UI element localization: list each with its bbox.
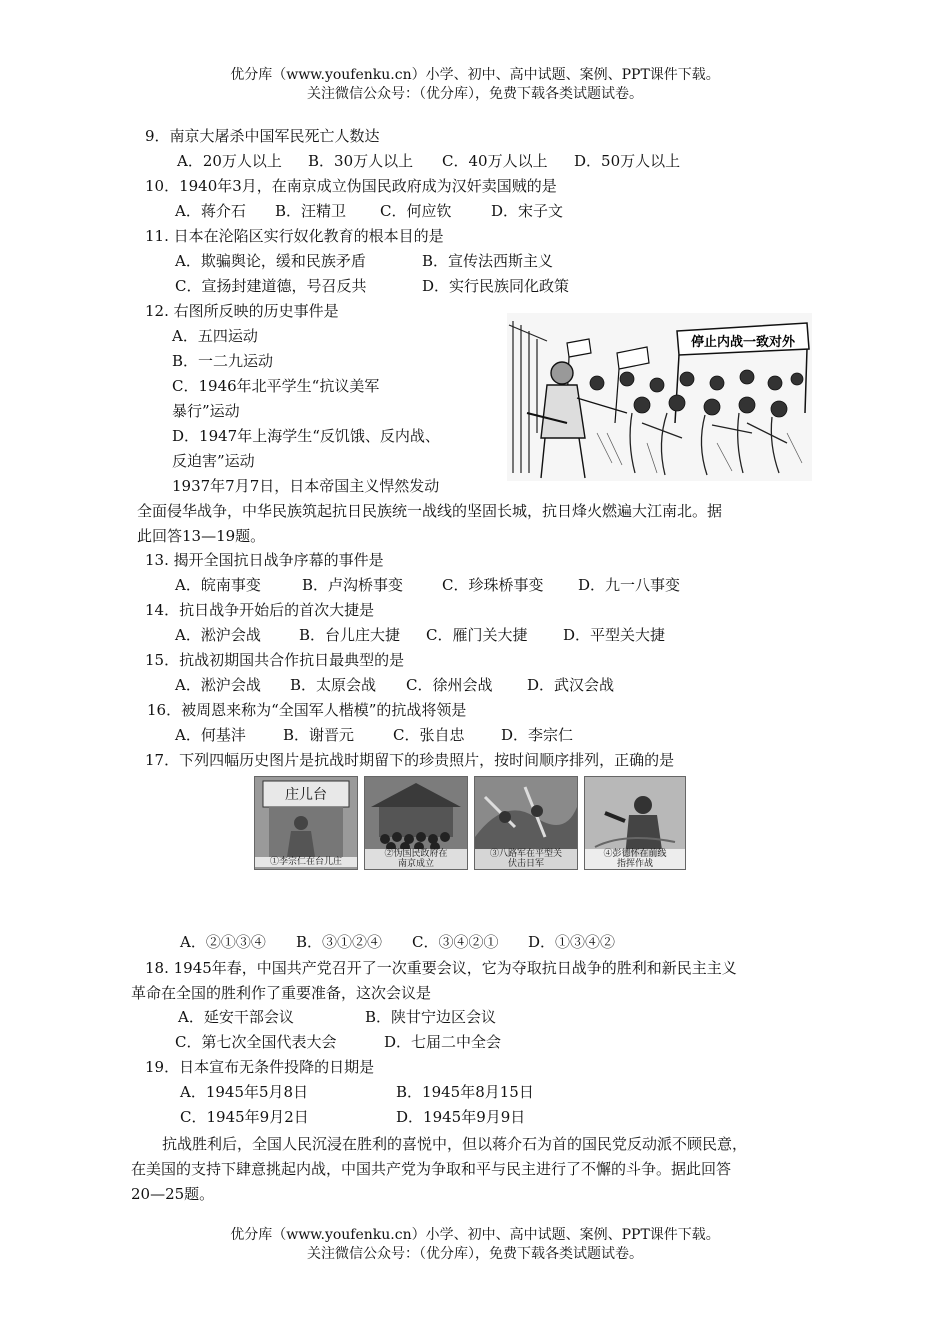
- q18-option-c: C．第七次全国代表大会: [175, 1033, 337, 1051]
- q10-option-d: D．宋子文: [491, 202, 564, 220]
- q11-option-c: C．宣扬封建道德，号召反共: [175, 277, 367, 295]
- header-line-2: 关注微信公众号：（优分库），免费下载各类试题试卷。: [307, 86, 643, 102]
- footer-line-1: 优分库（www.youfenku.cn）小学、初中、高中试题、案例、PPT课件下载。: [230, 1227, 720, 1243]
- q11-option-d: D．实行民族同化政策: [422, 277, 570, 295]
- photo-2: [364, 776, 468, 870]
- q18-stem-line2: 革命在全国的胜利作了重要准备，这次会议是: [131, 984, 432, 1002]
- photo-2-caption-line2: 南京成立: [397, 859, 434, 869]
- footer-line-2: 关注微信公众号：（优分库），免费下载各类试题试卷。: [307, 1246, 643, 1262]
- q17-option-b: B．③①②④: [296, 933, 383, 951]
- q9-option-c: C．40万人以上: [442, 152, 548, 170]
- q12-option-d-line1: D．1947年上海学生“反饥饿、反内战、: [172, 427, 440, 445]
- q9-stem: 9．南京大屠杀中国军民死亡人数达: [145, 127, 380, 145]
- q12-stem: 12. 右图所反映的历史事件是: [145, 302, 339, 320]
- photo-4-caption-line1: ④彭德怀在前线: [603, 849, 667, 859]
- q19-option-d: D．1945年9月9日: [396, 1108, 526, 1126]
- q19-option-b: B．1945年8月15日: [396, 1083, 534, 1101]
- photo-1-sign-text: 庄儿台: [285, 787, 327, 803]
- photo-1-caption: ①李宗仁在台儿庄: [255, 857, 357, 867]
- banner-text: 停止内战一致对外: [690, 335, 796, 350]
- q14-option-b: B．台儿庄大捷: [299, 626, 401, 644]
- q15-option-d: D．武汉会战: [527, 676, 615, 694]
- q16-option-b: B．谢晋元: [283, 726, 355, 744]
- q13-option-a: A．皖南事变: [175, 576, 261, 594]
- q15-option-a: A．淞沪会战: [175, 676, 261, 694]
- photo-2-caption: [365, 849, 467, 869]
- photo-3-caption-line1: ③八路军在平型关: [489, 849, 562, 859]
- q19-option-a: A．1945年5月8日: [180, 1083, 309, 1101]
- q14-option-a: A．淞沪会战: [175, 626, 261, 644]
- q14-stem: 14．抗日战争开始后的首次大捷是: [145, 601, 375, 619]
- intro1-line2: 全面侵华战争，中华民族筑起抗日民族统一战线的坚固长城，抗日烽火燃遍大江南北。据: [137, 502, 723, 520]
- q19-stem: 19．日本宣布无条件投降的日期是: [145, 1058, 375, 1076]
- intro1-line1: 1937年7月7日，日本帝国主义悍然发动: [172, 477, 440, 495]
- q11-option-b: B．宣传法西斯主义: [422, 252, 554, 270]
- q9-option-d: D．50万人以上: [574, 152, 681, 170]
- q17-option-d: D．①③④②: [528, 933, 616, 951]
- q12-option-c-line1: C．1946年北平学生“抗议美军: [172, 377, 380, 395]
- header-line-1: 优分库（www.youfenku.cn）小学、初中、高中试题、案例、PPT课件下载。: [230, 67, 720, 83]
- q9-option-a: A．20万人以上: [177, 152, 282, 170]
- q18-stem-line1: 18. 1945年春，中国共产党召开了一次重要会议，它为夺取抗日战争的胜利和新民主主义: [145, 959, 737, 977]
- q15-option-b: B．太原会战: [290, 676, 377, 694]
- q16-option-d: D．李宗仁: [501, 726, 574, 744]
- q11-stem: 11. 日本在沦陷区实行奴化教育的根本目的是: [145, 227, 444, 245]
- q17-photo-strip: [252, 774, 686, 872]
- photo-1: [254, 776, 358, 870]
- q13-option-b: B．卢沟桥事变: [302, 576, 404, 594]
- q13-stem: 13. 揭开全国抗日战争序幕的事件是: [145, 551, 384, 569]
- q10-stem: 10．1940年3月，在南京成立伪国民政府成为汉奸卖国贼的是: [145, 177, 557, 195]
- q12-protest-illustration: [507, 313, 812, 481]
- q18-option-b: B．陕甘宁边区会议: [365, 1008, 497, 1026]
- q15-option-c: C．徐州会战: [406, 676, 493, 694]
- q17-option-c: C．③④②①: [412, 933, 499, 951]
- q12-option-d-line2: 反迫害”运动: [172, 452, 255, 470]
- q12-option-b: B．一二九运动: [172, 352, 274, 370]
- photo-3-caption-line2: 伏击日军: [507, 859, 544, 869]
- photo-4: [584, 776, 686, 870]
- q9-option-b: B．30万人以上: [308, 152, 414, 170]
- photo-3-caption: [475, 849, 577, 869]
- photo-3: [474, 776, 578, 870]
- q14-option-d: D．平型关大捷: [563, 626, 666, 644]
- q17-stem: 17．下列四幅历史图片是抗战时期留下的珍贵照片，按时间顺序排列，正确的是: [145, 751, 675, 769]
- photo-2-caption-line1: ②伪国民政府在: [384, 849, 448, 859]
- photo-4-caption-line2: 指挥作战: [616, 859, 653, 869]
- q12-option-a: A．五四运动: [172, 327, 258, 345]
- q11-option-a: A．欺骗舆论，缓和民族矛盾: [175, 252, 366, 270]
- intro1-line3: 此回答13—19题。: [137, 527, 266, 545]
- q10-option-c: C．何应钦: [380, 202, 452, 220]
- q15-stem: 15．抗战初期国共合作抗日最典型的是: [145, 651, 405, 669]
- q16-option-a: A．何基沣: [175, 726, 246, 744]
- q14-option-c: C．雁门关大捷: [426, 626, 528, 644]
- q13-option-c: C．珍珠桥事变: [442, 576, 544, 594]
- q10-option-b: B．汪精卫: [275, 202, 347, 220]
- intro2-line3: 20—25题。: [131, 1185, 215, 1203]
- q13-option-d: D．九一八事变: [578, 576, 681, 594]
- q19-option-c: C．1945年9月2日: [180, 1108, 309, 1126]
- q18-option-a: A．延安干部会议: [178, 1008, 294, 1026]
- q16-stem: 16．被周恩来称为“全国军人楷模”的抗战将领是: [147, 701, 467, 719]
- q18-option-d: D．七届二中全会: [384, 1033, 502, 1051]
- q17-option-a: A．②①③④: [180, 933, 266, 951]
- q16-option-c: C．张自忠: [393, 726, 465, 744]
- q10-option-a: A．蒋介石: [175, 202, 246, 220]
- q12-option-c-line2: 暴行”运动: [172, 402, 240, 420]
- intro2-line1: 抗战胜利后，全国人民沉浸在胜利的喜悦中，但以蒋介石为首的国民党反动派不顾民意，: [162, 1135, 748, 1153]
- intro2-line2: 在美国的支持下肆意挑起内战，中国共产党为争取和平与民主进行了不懈的斗争。据此回答: [131, 1160, 732, 1178]
- photo-4-caption: [585, 849, 685, 869]
